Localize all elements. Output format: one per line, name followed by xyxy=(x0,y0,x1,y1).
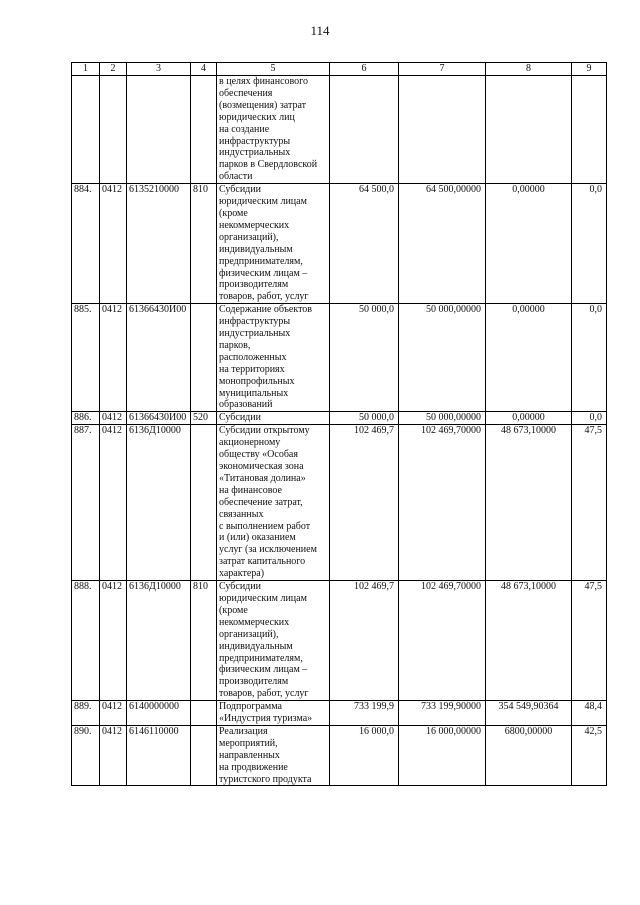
target-code: 61366430И00 xyxy=(127,304,191,412)
plan-value: 102 469,7 xyxy=(330,425,399,581)
expense-kind: 520 xyxy=(191,412,217,425)
expense-kind: 810 xyxy=(191,581,217,701)
percent-value: 47,5 xyxy=(572,581,607,701)
expense-kind xyxy=(191,701,217,726)
section-code: 0412 xyxy=(100,304,127,412)
target-code xyxy=(127,76,191,184)
executed-value: 48 673,10000 xyxy=(486,425,572,581)
expense-kind xyxy=(191,425,217,581)
col-header-6: 6 xyxy=(330,63,399,76)
row-number: 889. xyxy=(72,701,100,726)
executed-value: 0,00000 xyxy=(486,184,572,304)
percent-value: 47,5 xyxy=(572,425,607,581)
approved-value: 64 500,00000 xyxy=(399,184,486,304)
col-header-7: 7 xyxy=(399,63,486,76)
plan-value: 50 000,0 xyxy=(330,412,399,425)
expense-kind: 810 xyxy=(191,184,217,304)
approved-value: 50 000,00000 xyxy=(399,304,486,412)
col-header-8: 8 xyxy=(486,63,572,76)
item-name: Содержание объектов инфраструктуры индустриальных парков, расположенных на территориях монопрофильных муниципальных образований xyxy=(217,304,330,412)
col-header-1: 1 xyxy=(72,63,100,76)
plan-value: 50 000,0 xyxy=(330,304,399,412)
col-header-4: 4 xyxy=(191,63,217,76)
row-number: 888. xyxy=(72,581,100,701)
approved-value: 733 199,90000 xyxy=(399,701,486,726)
approved-value: 50 000,00000 xyxy=(399,412,486,425)
row-number: 886. xyxy=(72,412,100,425)
col-header-5: 5 xyxy=(217,63,330,76)
section-code: 0412 xyxy=(100,412,127,425)
executed-value: 354 549,90364 xyxy=(486,701,572,726)
table-row xyxy=(72,76,607,184)
expense-kind xyxy=(191,76,217,184)
col-header-3: 3 xyxy=(127,63,191,76)
percent-value: 42,5 xyxy=(572,725,607,786)
section-code: 0412 xyxy=(100,581,127,701)
approved-value: 16 000,00000 xyxy=(399,725,486,786)
expense-kind xyxy=(191,725,217,786)
item-name: Реализация мероприятий, направленных на продвижение туристского продукта xyxy=(217,725,330,786)
plan-value: 64 500,0 xyxy=(330,184,399,304)
table-row xyxy=(72,425,607,581)
executed-value: 0,00000 xyxy=(486,304,572,412)
target-code: 6135210000 xyxy=(127,184,191,304)
page-number: 114 xyxy=(310,23,330,38)
item-name: Субсидии открытому акционерному обществу «Особая экономическая зона «Титановая долина» на финансовое обеспечение затрат, связанных с выполнением работ и (или) оказанием услуг (за исключением затрат капитального характера) xyxy=(217,425,330,581)
header-row xyxy=(72,63,607,76)
item-name: в целях финансового обеспечения (возмещения) затрат юридических лиц на создание инфраструктуры индустриальных парков в Свердловской области xyxy=(217,76,330,184)
item-name: Субсидии юридическим лицам (кроме некоммерческих организаций), индивидуальным предпринимателям, физическим лицам – производителям товаров, работ, услуг xyxy=(217,184,330,304)
target-code: 6146110000 xyxy=(127,725,191,786)
table-row xyxy=(72,581,607,701)
target-code: 6140000000 xyxy=(127,701,191,726)
target-code: 61366430И00 xyxy=(127,412,191,425)
approved-value: 102 469,70000 xyxy=(399,581,486,701)
table-row xyxy=(72,701,607,726)
expense-kind xyxy=(191,304,217,412)
percent-value: 0,0 xyxy=(572,184,607,304)
section-code xyxy=(100,76,127,184)
row-number: 885. xyxy=(72,304,100,412)
section-code: 0412 xyxy=(100,701,127,726)
plan-value: 16 000,0 xyxy=(330,725,399,786)
item-name: Субсидии xyxy=(217,412,330,425)
target-code: 6136Д10000 xyxy=(127,581,191,701)
approved-value xyxy=(399,76,486,184)
col-header-9: 9 xyxy=(572,63,607,76)
row-number xyxy=(72,76,100,184)
table-row xyxy=(72,184,607,304)
plan-value xyxy=(330,76,399,184)
item-name: Подпрограмма «Индустрия туризма» xyxy=(217,701,330,726)
col-header-2: 2 xyxy=(100,63,127,76)
item-name: Субсидии юридическим лицам (кроме некоммерческих организаций), индивидуальным предпринимателям, физическим лицам – производителям товаров, работ, услуг xyxy=(217,581,330,701)
section-code: 0412 xyxy=(100,425,127,581)
percent-value: 48,4 xyxy=(572,701,607,726)
executed-value xyxy=(486,76,572,184)
executed-value: 6800,00000 xyxy=(486,725,572,786)
plan-value: 102 469,7 xyxy=(330,581,399,701)
budget-table xyxy=(71,62,607,786)
table-row xyxy=(72,725,607,786)
executed-value: 0,00000 xyxy=(486,412,572,425)
row-number: 884. xyxy=(72,184,100,304)
table-row xyxy=(72,304,607,412)
section-code: 0412 xyxy=(100,725,127,786)
plan-value: 733 199,9 xyxy=(330,701,399,726)
percent-value: 0,0 xyxy=(572,304,607,412)
executed-value: 48 673,10000 xyxy=(486,581,572,701)
row-number: 887. xyxy=(72,425,100,581)
table-row xyxy=(72,412,607,425)
percent-value: 0,0 xyxy=(572,412,607,425)
percent-value xyxy=(572,76,607,184)
row-number: 890. xyxy=(72,725,100,786)
section-code: 0412 xyxy=(100,184,127,304)
approved-value: 102 469,70000 xyxy=(399,425,486,581)
target-code: 6136Д10000 xyxy=(127,425,191,581)
